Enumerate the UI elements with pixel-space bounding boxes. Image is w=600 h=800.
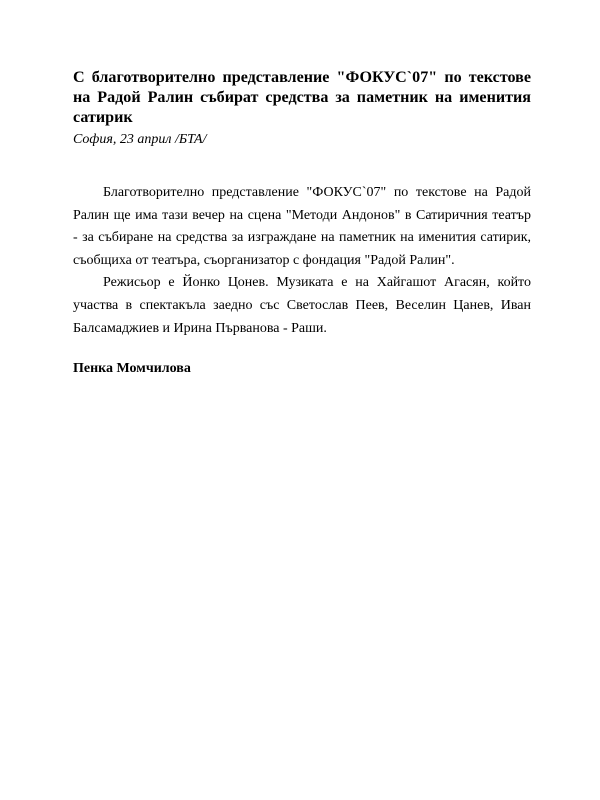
paragraph-line: Балсамаджиев и Ирина Първанова - Раши.: [73, 320, 327, 336]
paragraph-line: - за събиране на средства за изграждане на паметник на именития сатирик,: [73, 230, 531, 246]
paragraph-line: участва в спектакъла заедно със Светослав Пеев, Веселин Цанев, Иван: [73, 297, 531, 313]
dateline: София, 23 април /БТА/: [73, 132, 207, 147]
author-name: Пенка Момчилова: [73, 361, 191, 376]
article-title: [73, 68, 531, 128]
paragraph-2: [73, 272, 531, 340]
article-body: [73, 182, 531, 340]
title-line: сатирик: [73, 109, 133, 126]
paragraph-line: съобщиха от театъра, съорганизатор с фондация "Радой Ралин".: [73, 252, 455, 268]
paragraph-1: [73, 182, 531, 272]
paragraph-line: Ралин ще има тази вечер на сцена "Методи Андонов" в Сатиричния театър: [73, 207, 531, 223]
title-line: на Радой Ралин събират средства за паметник на именития: [73, 89, 531, 106]
title-line: С благотворително представление "ФОКУС`07" по текстове: [73, 69, 531, 86]
paragraph-line: Режисьор е Йонко Цонев. Музиката е на Хайгашот Агасян, който: [103, 275, 531, 291]
paragraph-line: Благотворително представление "ФОКУС`07" по текстове на Радой: [103, 185, 531, 200]
